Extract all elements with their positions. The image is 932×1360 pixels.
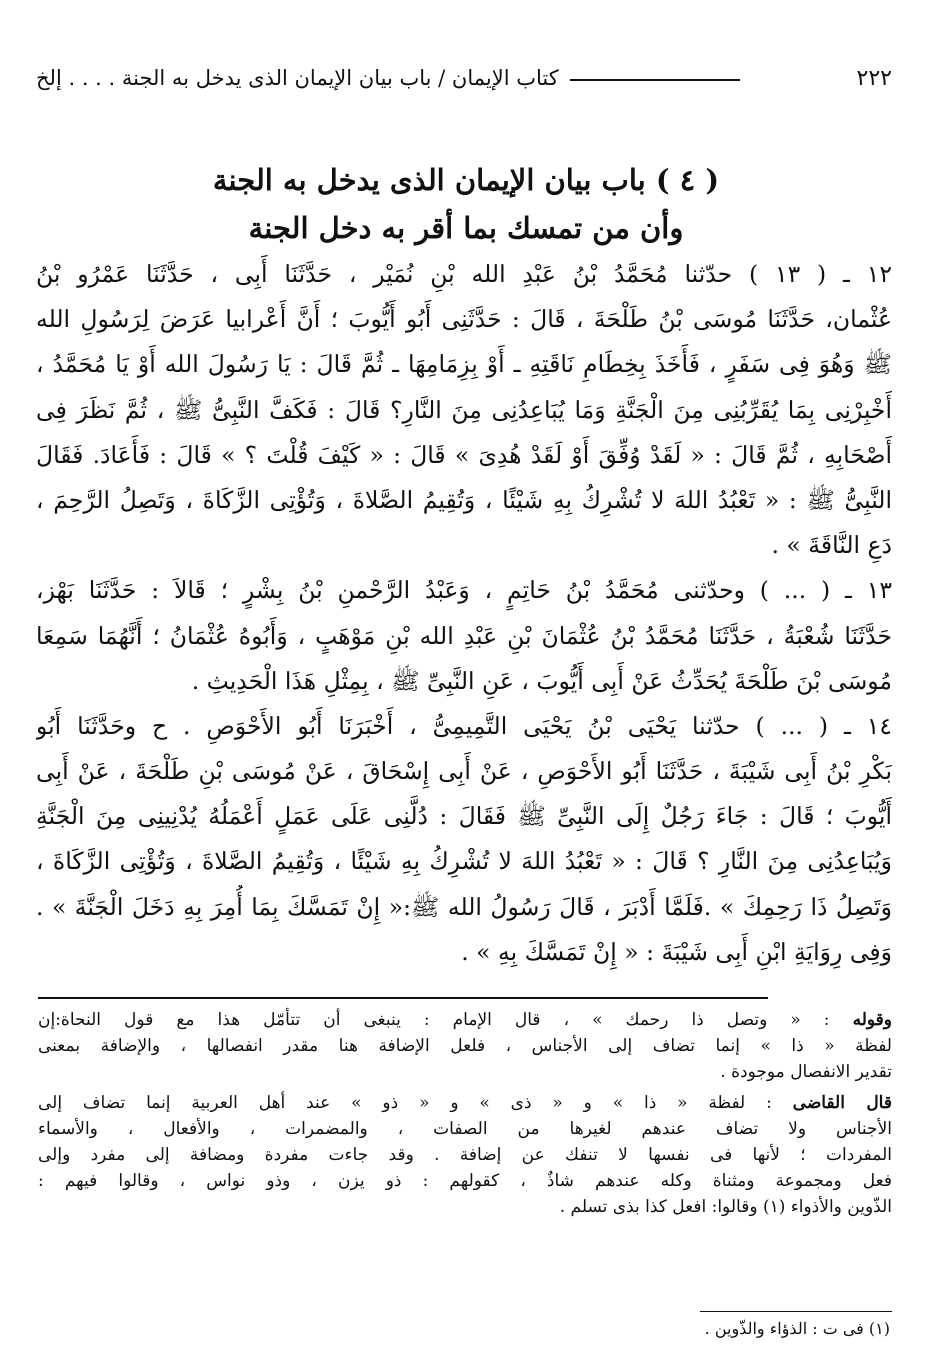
text-line: أَصْحَابِهِ ، ثُمَّ قَالَ : « لَقَدْ وُفِّقَ أَوْ لَقَدْ هُدِىَ » قَالَ : « كَيْفَ قُلْتَ ؟ » قَالَ : فَأَعَادَ. فَقَالَ <box>36 440 892 469</box>
commentary-lead: قال القاضى <box>792 1092 892 1113</box>
commentary-line: لفظة « ذا » إنما تضاف إلى الأجناس ، فلعل الإضافة هنا مقدر انفصالها ، والإضافة بمعنى <box>38 1036 892 1057</box>
commentary-line: تقدير الانفصال موجودة . <box>720 1062 892 1083</box>
text-line: أَيُّوبَ ؛ قَالَ : جَاءَ رَجُلٌ إِلَى النَّبِىِّ ﷺ فَقَالَ : دُلَّنِى عَلَى عَمَلٍ أَعْمَلُهُ يُدْنِينِى مِنَ الْجَنَّةِ <box>36 802 892 831</box>
text-line: عُثْمان، حَدَّثَنَا مُوسَى بْنُ طَلْحَةَ ، قَالَ : حَدَّثَنِى أَبُو أَيُّوبَ ؛ أَنَّ أَعْرابيا عَرَضَ لِرَسُولِ الله <box>36 305 892 334</box>
commentary-qadi <box>38 1090 892 1221</box>
text-line: ١٤ ـ ( ... ) حدّثنا يَحْيَى بْنُ يَحْيَى التَّمِيمِىُّ ، أَخْبَرَنَا أَبُو الأَحْوَصِ . ح وحَدَّثَنَا أَبُو <box>36 711 892 740</box>
text-line: النَّبِىُّ ﷺ : « تَعْبُدُ اللهَ لا تُشْرِكُ بِهِ شَيْئًا ، وَتُقِيمُ الصَّلاةَ ، وَتُؤْتِى الزَّكَاةَ ، وَتَصِلُ الرَّحِمَ ، <box>36 485 892 514</box>
running-header <box>36 58 892 98</box>
text-line: دَعِ النَّاقَةَ » . <box>771 531 892 560</box>
hadith-14 <box>36 704 892 975</box>
footnote-rule <box>700 1311 892 1312</box>
text-line: حَدَّثَنَا شُعْبَةُ ، حَدَّثَنَا مُحَمَّدُ بْنُ عُثْمَانَ بْنِ عَبْدِ الله بْنِ مَوْهَبٍ ، وَأَبُوهُ عُثْمَانُ ؛ أَنَّهُمَا سَمِعَا <box>36 621 892 650</box>
text-line: بَكْرِ بْنُ أَبِى شَيْبَةَ ، حَدَّثَنَا أَبُو الأَحْوَصِ ، عَنْ أَبِى إِسْحَاقَ ، عَنْ مُوسَى بْنِ طَلْحَةَ ، عَنْ أَبِى <box>36 757 892 786</box>
commentary-line: فعل ومجموعة ومثناة وكله عندهم شاذٌ ، كقولهم : ذو يزن ، وذو نواس ، وقالوا فيهم : <box>38 1171 892 1192</box>
page-number: ٢٢٢ <box>856 65 892 91</box>
text-line: مُوسَى بْنَ طَلْحَةَ يُحَدِّثُ عَنْ أَبِى أَيُّوبَ ، عَنِ النَّبِىِّ ﷺ ، بِمِثْلِ هَذَا الْحَدِيثِ . <box>191 666 892 695</box>
text-line: وَتَصِلُ ذَا رَحِمِكَ » .فَلَمَّا أَدْبَرَ ، قَالَ رَسُولُ الله ﷺ:« إِنْ تَمَسَّكَ بِمَا أُمِرَ بِهِ دَخَلَ الْجَنَّةَ » . <box>36 892 892 921</box>
running-title: كتاب الإيمان / باب بيان الإيمان الذى يدخل به الجنة . . . . إلخ <box>36 66 559 90</box>
footnote: (١) فى ت : الذؤاء والذّوين . <box>704 1319 890 1338</box>
chapter-heading-line2: وأن من تمسك بما أقر به دخل الجنة <box>248 211 684 245</box>
text-line: ﷺ وَهُوَ فِى سَفَرٍ ، فَأَخَذَ بِخِطَامِ نَاقَتِهِ ـ أَوْ بِزِمَامِهَا ـ ثُمَّ قَالَ : يَا رَسُولَ الله أَوْ يَا مُحَمَّدُ ، <box>36 350 892 379</box>
text-line: ١٢ ـ ( ١٣ ) حدّثنا مُحَمَّدُ بْنُ عَبْدِ الله بْنِ نُمَيْر ، حَدَّثَنَا أَبِى ، حَدَّثَنَا عَمْرُو بْنُ <box>36 260 892 288</box>
text-line: أَخْبِرْنِى بِمَا يُقَرِّبُنِى مِنَ الْجَنَّةِ وَمَا يُبَاعِدُنِى مِنَ النَّارِ؟ قَالَ : فَكَفَّ النَّبِىُّ ﷺ ، ثُمَّ نَظَرَ فِى <box>36 395 892 424</box>
commentary-line: الأجناس ولا تضاف عندهم لغيرها من الصفات ، والمضمرات ، والأفعال ، والأسماء <box>38 1118 892 1139</box>
commentary-separator <box>38 997 768 999</box>
text-line: وَفِى رِوَايَةِ ابْنِ أَبِى شَيْبَةَ : « إِنْ تَمَسَّكَ بِهِ » . <box>461 937 892 966</box>
commentary-lead: وقوله <box>852 1010 892 1030</box>
text-line: وَيُبَاعِدُنِى مِنَ النَّارِ ؟ قَالَ : « تَعْبُدُ اللهَ لا تُشْرِكُ بِهِ شَيْئًا ، وَتُقِيمُ الصَّلاةَ ، وَتُؤْتِى الزَّكَاةَ ، <box>36 847 892 876</box>
header-rule <box>570 79 740 81</box>
commentary <box>38 1007 892 1221</box>
hadith-13 <box>36 568 892 704</box>
hadith-body <box>36 252 892 975</box>
chapter-heading-line1: ( ٤ ) باب بيان الإيمان الذى يدخل به الجنة <box>212 163 720 197</box>
text-line: ١٣ ـ ( ... ) وحدّثنى مُحَمَّدُ بْنُ حَاتِمٍ ، وَعَبْدُ الرَّحْمنِ بْنُ بِشْرٍ ؛ قَالاَ : حَدَّثَنَا بَهْز، <box>36 576 892 605</box>
hadith-12 <box>36 252 892 568</box>
commentary-line: الذّوين والأذواء (١) وقالوا: افعل كذا بذى تسلم . <box>559 1197 892 1218</box>
chapter-heading <box>40 156 892 252</box>
commentary-line: وقوله : « وتصل ذا رحمك » ، قال الإمام : ينبغى أن تتأمّل هذا مع قول النحاة:إن <box>38 1010 892 1030</box>
commentary-imam <box>38 1007 892 1086</box>
commentary-line: المفردات ؛ لأنها فى نفسها لا تنفك عن إضافة . وقد جاءت مفردة ومضافة إلى مفرد وإلى <box>38 1144 892 1165</box>
commentary-line: قال القاضى : لفظة « ذا » و « ذى » و « ذو » عند أهل العربية إنما تضاف إلى <box>38 1092 892 1113</box>
